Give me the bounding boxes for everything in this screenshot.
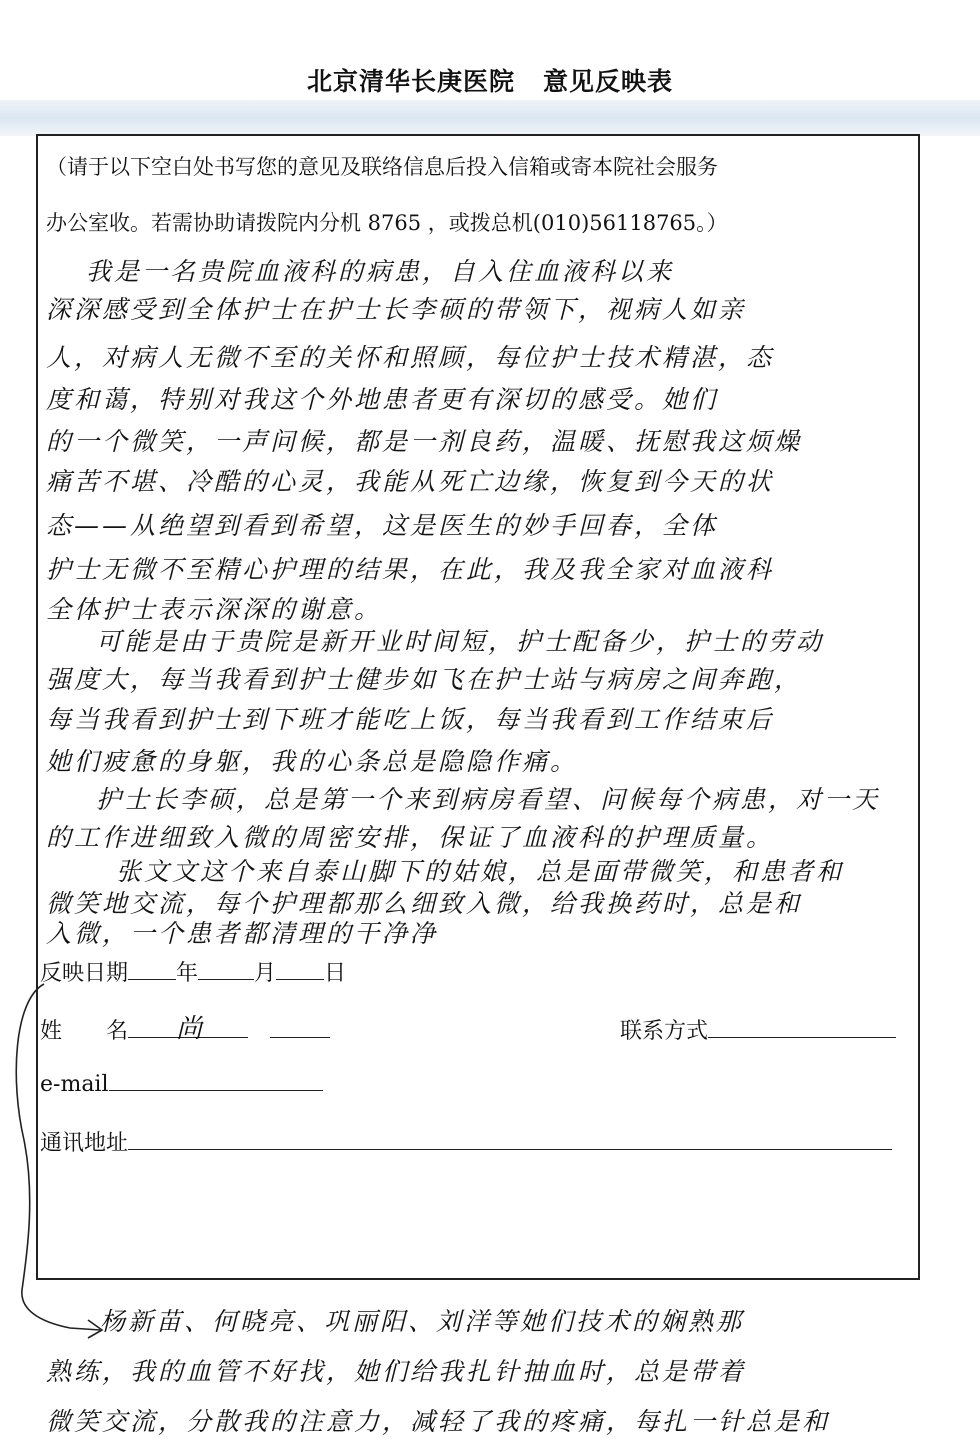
form-title: 意见反映表 <box>543 67 674 96</box>
letter-line-17: 微笑地交流，每个护理都那么细致入微，给我换药时，总是和 <box>46 889 803 918</box>
address-label: 通讯地址 <box>40 1131 129 1156</box>
letter-line-6: 痛苦不堪、冷酷的心灵，我能从死亡边缘，恢复到今天的状 <box>46 467 775 496</box>
date-label: 反映日期 <box>40 961 129 986</box>
letter-line-3: 人，对病人无微不至的关怀和照顾，每位护士技术精湛，态 <box>46 343 775 372</box>
letter-line-9: 全体护士表示深深的谢意。 <box>46 595 383 624</box>
letter-line-18: 入微，一个患者都清理的干净净 <box>46 919 439 948</box>
email-label: e-mail <box>40 1072 109 1097</box>
letter-line-7: 态——从绝望到看到希望，这是医生的妙手回春，全体 <box>46 511 719 540</box>
hospital-name: 北京清华长庚医院 <box>306 67 515 96</box>
name-label: 姓 名 <box>40 1019 129 1044</box>
contact-label: 联系方式 <box>620 1019 709 1044</box>
letter-line-4: 度和蔼，特别对我这个外地患者更有深切的感受。她们 <box>46 385 719 414</box>
letter-line-5: 的一个微笑，一声问候，都是一剂良药，温暖、抚慰我这烦燥 <box>46 427 803 456</box>
instruction-line-1: （请于以下空白处书写您的意见及联络信息后投入信箱或寄本院社会服务 <box>46 155 718 179</box>
letter-line-2: 深深感受到全体护士在护士长李硕的带领下，视病人如亲 <box>46 295 747 324</box>
letter-line-16: 张文文这个来自泰山脚下的姑娘，总是面带微笑，和患者和 <box>116 857 845 886</box>
footer-line-3: 微笑交流，分散我的注意力，减轻了我的疼痛，每扎一针总是和 <box>46 1407 831 1436</box>
letter-line-14: 护士长李硕，总是第一个来到病房看望、问候每个病患，对一天 <box>96 785 881 814</box>
letter-line-13: 她们疲惫的身躯，我的心条总是隐隐作痛。 <box>46 747 579 776</box>
letter-line-15: 的工作进细致入微的周密安排，保证了血液科的护理质量。 <box>46 823 775 852</box>
letter-line-10: 可能是由于贵院是新开业时间短，护士配备少，护士的劳动 <box>96 627 825 656</box>
footer-line-1: 杨新苗、何晓亮、巩丽阳、刘洋等她们技术的娴熟那 <box>100 1307 745 1336</box>
letter-line-12: 每当我看到护士到下班才能吃上饭，每当我看到工作结束后 <box>46 705 775 734</box>
instruction-line-2: 办公室收。若需协助请拨院内分机 8765 ，或拨总机(010)56118765。） <box>46 211 728 235</box>
letter-line-1: 我是一名贵院血液科的病患，自入住血液科以来 <box>86 257 675 286</box>
year-label: 年 <box>176 961 199 986</box>
footer-line-2: 熟练，我的血管不好找，她们给我扎针抽血时，总是带着 <box>46 1357 747 1386</box>
letter-line-8: 护士无微不至精心护理的结果，在此，我及我全家对血液科 <box>46 555 775 584</box>
letter-line-11: 强度大，每当我看到护士健步如飞在护士站与病房之间奔跑， <box>46 665 803 694</box>
month-label: 月 <box>254 961 277 986</box>
day-label: 日 <box>324 961 347 986</box>
name-value: 尚 <box>176 1014 203 1044</box>
